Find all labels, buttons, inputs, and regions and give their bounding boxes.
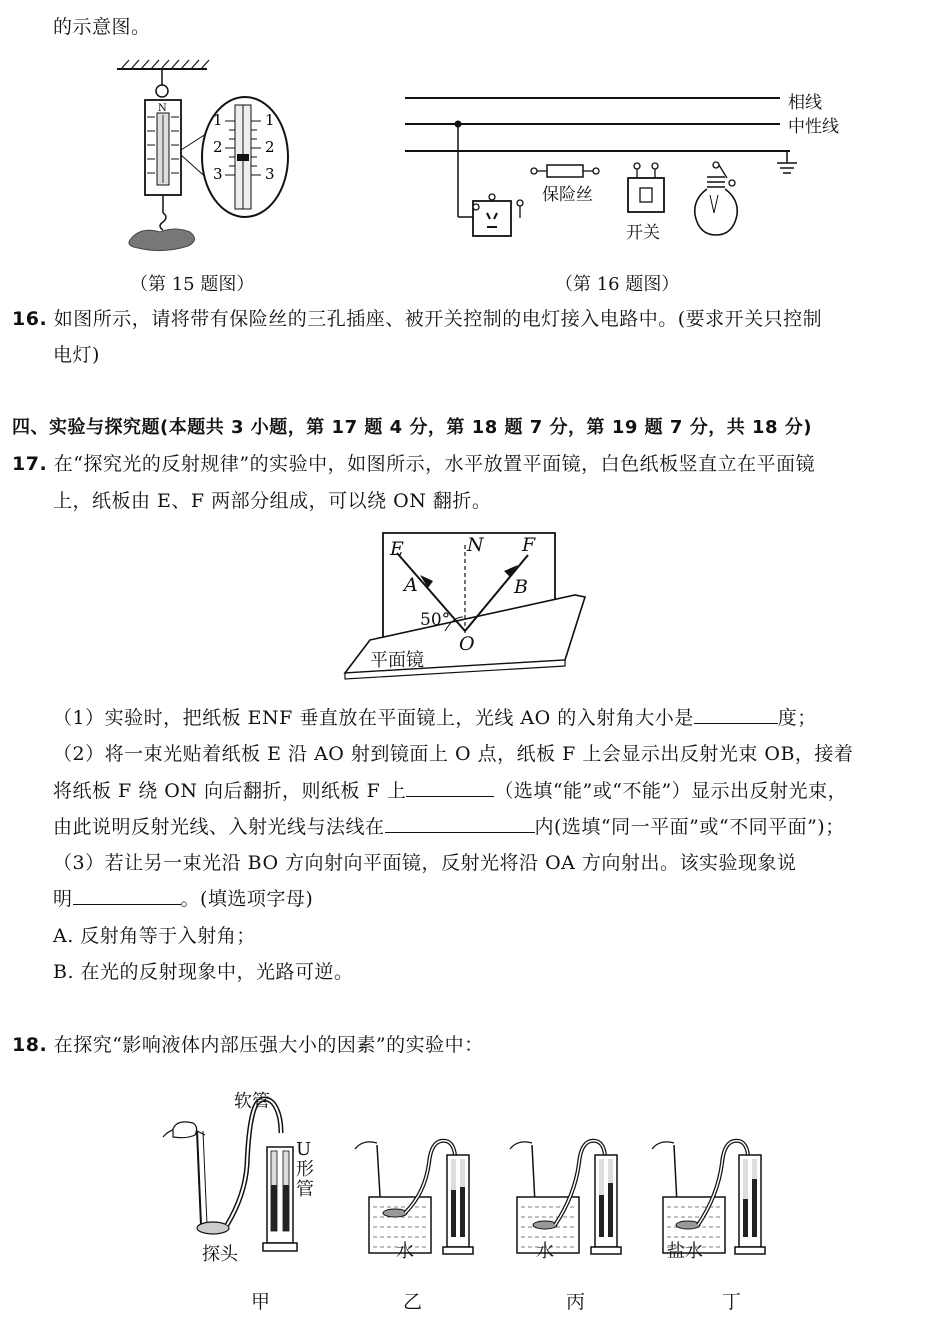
switch-label: 开关 [626,223,660,243]
q17-part3-line1: （3）若让另一束光沿 BO 方向射向平面镜，反射光将沿 OA 方向射出。该实验现象说 [53,852,797,874]
caption-yi: 乙 [403,1291,423,1313]
scale-tick-3-left: 3 [213,165,223,183]
probe-label: 探头 [202,1244,238,1265]
top-text: 的示意图。 [53,16,151,38]
scale-tick-3-right: 3 [265,165,275,183]
scale-tick-2-right: 2 [265,138,275,156]
mirror-label: 平面镜 [370,650,424,671]
option-a: A. 反射角等于入射角； [53,925,256,947]
spring-scale-figure [105,55,295,265]
q17-part1 [53,705,817,731]
fig16-caption: （第 16 题图） [555,274,680,295]
scale-top-letter: N [158,103,167,114]
fuse-label: 保险丝 [542,185,593,205]
setup-yi [355,1141,473,1254]
q17-part1-unit: 度； [777,707,817,729]
q17-part2-text-c: 由此说明反射光线、入射光线与法线在 [53,816,385,838]
q16-line1 [12,306,822,332]
q17-part2-line2 [53,778,847,804]
water-label-1: 水 [396,1241,414,1262]
water-label-2: 水 [536,1241,554,1262]
label-N: N [467,534,484,556]
setup-jia [163,1099,297,1251]
q17-part2-line3 [53,814,845,840]
label-A: A [404,574,418,596]
q16-text-1: 如图所示，请将带有保险丝的三孔插座、被开关控制的电灯接入电路中。(要求开关只控制 [53,308,823,330]
label-O: O [459,633,475,655]
caption-bing: 丙 [566,1291,586,1313]
answer-blank-4[interactable] [73,886,181,905]
section-heading: 四、实验与探究题(本题共 3 小题，第 17 题 4 分，第 18 题 7 分，第 19 题 7 分，共 18 分) [12,417,813,438]
q17-part2-text-d: 内(选填“同一平面”或“不同平面”)； [534,816,845,838]
q17-line1 [12,451,815,477]
label-F: F [522,534,536,556]
neutral-wire-label: 中性线 [788,117,839,137]
q16-number: 16. [12,308,48,330]
scale-tick-2-left: 2 [213,138,223,156]
q18-line [12,1032,484,1058]
q17-part2-line1: （2）将一束光贴着纸板 E 沿 AO 射到镜面上 O 点，纸板 F 上会显示出反射光束 OB，接着 [53,743,854,765]
q18-text: 在探究“影响液体内部压强大小的因素”的实验中： [53,1034,484,1056]
q17-text-2: 上，纸板由 E、F 两部分组成，可以绕 ON 翻折。 [53,490,492,512]
fig15-caption: （第 15 题图） [130,274,255,295]
circuit-figure [395,85,855,260]
q17-text-1: 在“探究光的反射规律”的实验中，如图所示，水平放置平面镜，白色纸板竖直立在平面镜 [53,453,816,475]
q17-number: 17. [12,453,48,475]
q17-part3-text-b: 。(填选项字母) [180,888,314,910]
u-tube-label: U形管 [296,1139,314,1200]
q17-part1-text: （1）实验时，把纸板 ENF 垂直放在平面镜上，光线 AO 的入射角大小是 [53,707,694,729]
scale-tick-1-left: 1 [213,111,223,129]
q17-part3-text-a: 明 [53,888,73,910]
q17-part2-text-a: 将纸板 F 绕 ON 向后翻折，则纸板 F 上 [53,780,407,802]
label-E: E [390,538,404,560]
q17-part3-line2 [53,886,313,912]
scale-tick-1-right: 1 [265,111,275,129]
q18-number: 18. [12,1034,48,1056]
answer-blank-2[interactable] [406,778,494,797]
salt-water-label: 盐水 [667,1241,703,1262]
soft-tube-label: 软管 [234,1091,270,1112]
label-B: B [514,576,528,598]
caption-ding: 丁 [722,1291,742,1313]
option-b: B. 在光的反射现象中，光路可逆。 [53,961,354,983]
setup-bing [510,1141,621,1254]
q17-part2-text-b: （选填“能”或“不能”）显示出反射光束， [494,780,848,802]
q16-text-2: 电灯) [53,344,100,366]
answer-blank-1[interactable] [694,705,778,724]
answer-blank-3[interactable] [385,814,535,833]
angle-label: 50° [420,610,451,630]
caption-jia: 甲 [251,1291,271,1313]
live-wire-label: 相线 [788,93,822,113]
